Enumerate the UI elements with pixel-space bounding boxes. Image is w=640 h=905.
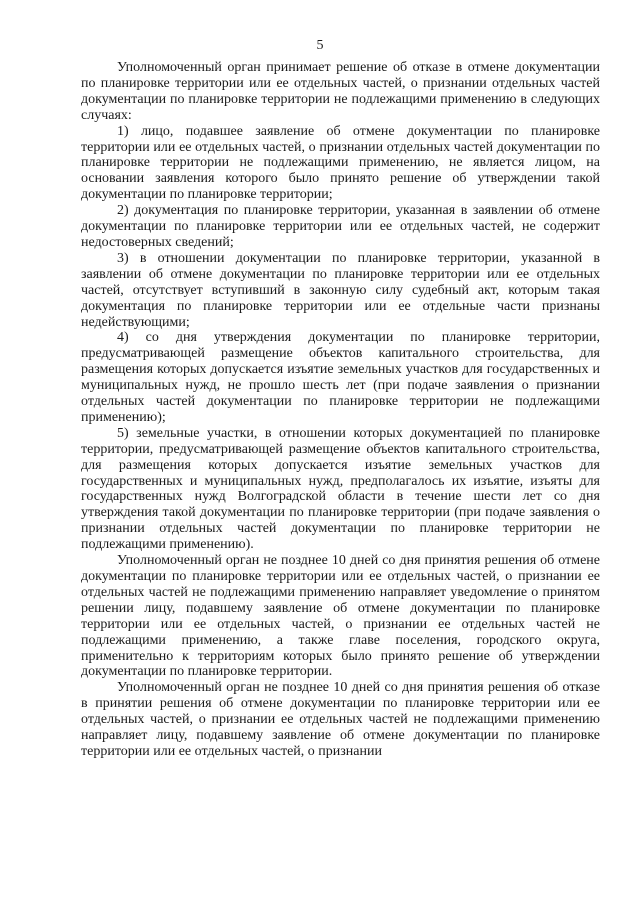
document-body [81, 60, 600, 760]
paragraph-notification: Уполномоченный орган не позднее 10 дней со дня принятия решения об отмене документации по планировке территории или ее отдельных частей, о признании ее отдельных частей не подлежащими применению направляет уведомление о принятом решении лицу, подавшему заявление об отмене документации по планировке территории или ее отдельных частей, о признании ее отдельных частей не подлежащими применению, а также главе поселения, городского округа, применительно к территориям которых было принято решение об утверждении документации по планировке территории. [81, 553, 600, 680]
paragraph-item-2: 2) документация по планировке территории, указанная в заявлении об отмене документации по планировке территории или ее отдельных частей, не содержит недостоверных сведений; [81, 203, 600, 250]
paragraph-item-4: 4) со дня утверждения документации по планировке территории, предусматривающей размещение объектов капитального строительства, для размещения которых допускается изъятие земельных участков для государственных и муниципальных нужд, не прошло шесть лет (при подаче заявления о признании отдельных частей документации по планировке территории не подлежащими применению); [81, 330, 600, 425]
paragraph-item-5: 5) земельные участки, в отношении которых документацией по планировке территории, предусматривающей размещение объектов капитального строительства, для размещения которых допускается изъятие земельных участков для государственных и муниципальных нужд, предполагалось их изъятие, изъяты для государственных нужд Волгоградской области в течение шести лет со дня утверждения такой документации по планировке территории (при подаче заявления о признании отдельных частей документации по планировке территории не подлежащими применению). [81, 425, 600, 553]
page-number: 5 [316, 38, 324, 53]
paragraph-item-3: 3) в отношении документации по планировке территории, указанной в заявлении об отмене документации по планировке территории или ее отдельных частей, отсутствует вступивший в законную силу судебный акт, которым такая документация по планировке территории или ее отдельные части признаны недействующими; [81, 250, 600, 330]
paragraph-intro: Уполномоченный орган принимает решение об отказе в отмене документации по планировке территории или ее отдельных частей, о признании отдельных частей документации по планировке территории не подлежащими применению в следующих случаях: [81, 60, 600, 123]
paragraph-refusal-notification: Уполномоченный орган не позднее 10 дней со дня принятия решения об отказе в принятии решения об отмене документации по планировке территории или ее отдельных частей, о признании ее отдельных частей не подлежащими применению направляет лицу, подавшему заявление об отмене документации по планировке территории или ее отдельных частей, о признании [81, 680, 600, 759]
paragraph-item-1: 1) лицо, подавшее заявление об отмене документации по планировке территории или ее отдельных частей, о признании отдельных частей документации по планировке территории не подлежащими применению, не является лицом, на основании заявления которого было принято решение об утверждении такой документации по планировке территории; [81, 123, 600, 203]
